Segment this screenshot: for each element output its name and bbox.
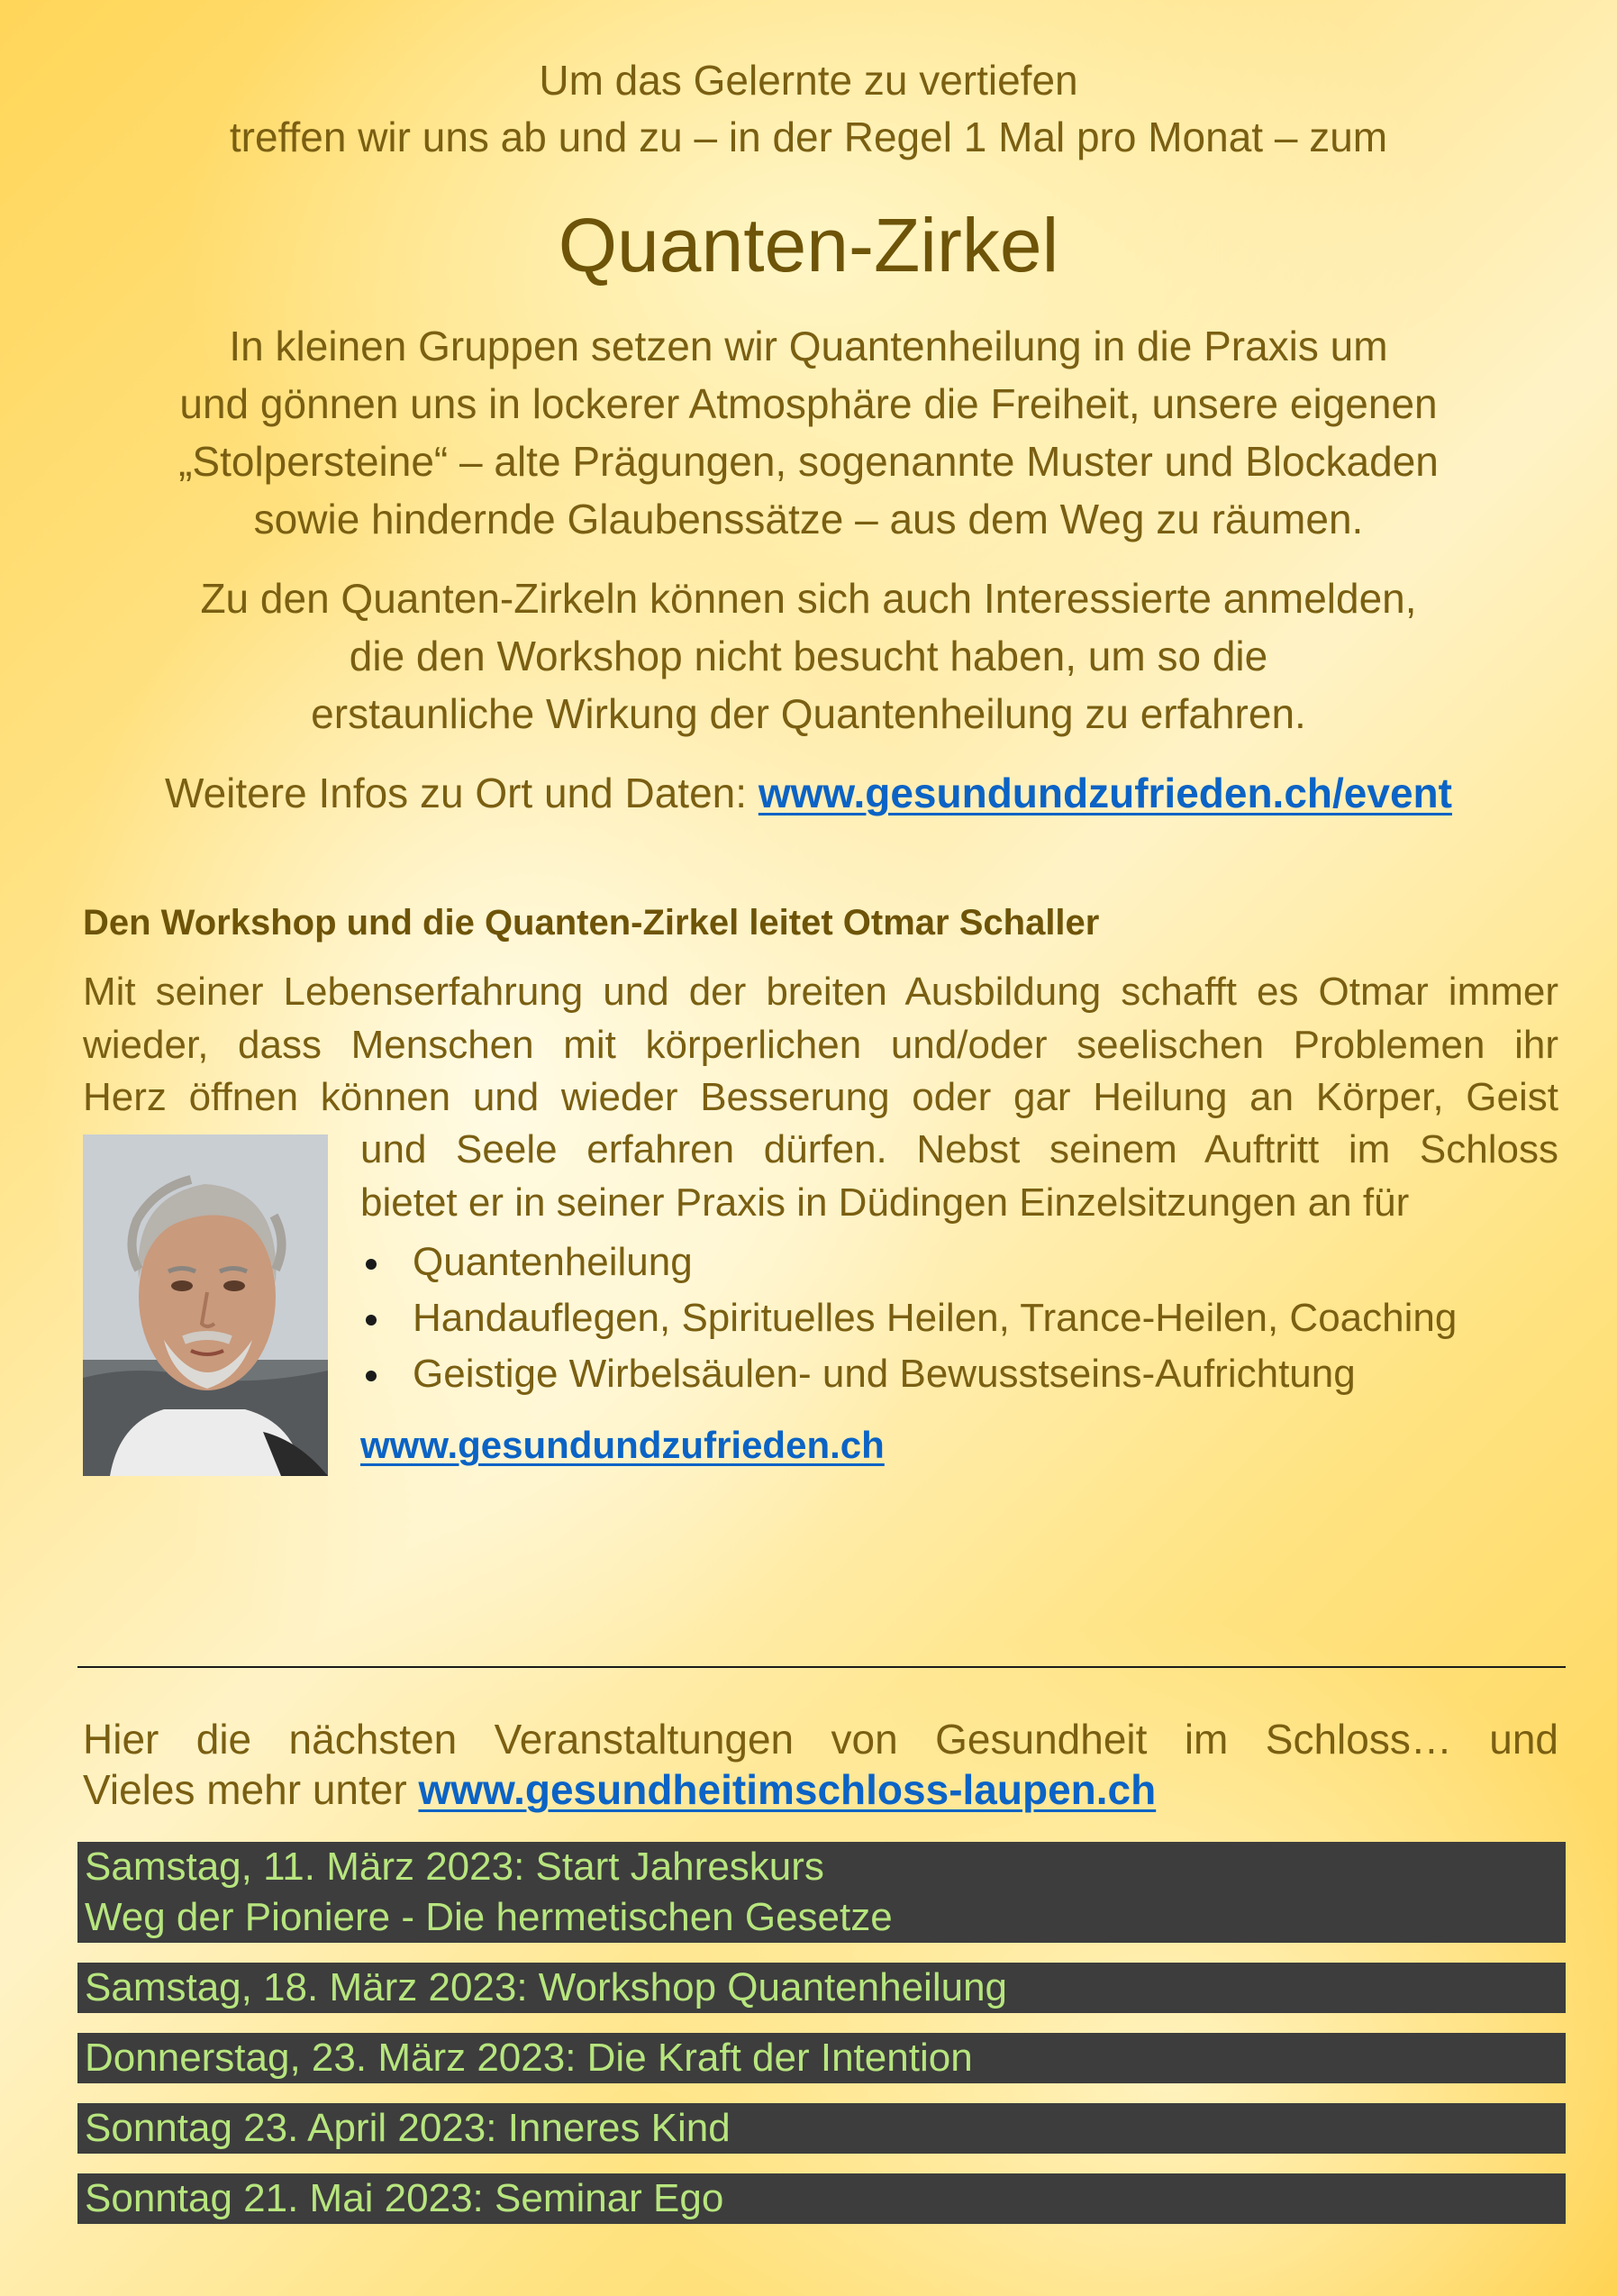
schloss-link[interactable]: www.gesundheitimschloss-laupen.ch — [418, 1766, 1157, 1813]
paragraph-line: erstaunliche Wirkung der Quantenheilung zu erfahren. — [311, 690, 1306, 737]
event-title: Samstag, 18. März 2023: Workshop Quantenheilung — [85, 1965, 1008, 2009]
event-title: Donnerstag, 23. März 2023: Die Kraft der Intention — [85, 2036, 973, 2080]
paragraph-line: sowie hindernde Glaubenssätze – aus dem Weg zu räumen. — [253, 496, 1364, 542]
list-item: Handauflegen, Spirituelles Heilen, Trance-Heilen, Coaching — [360, 1290, 1558, 1346]
events-intro-text: Vieles mehr unter — [83, 1766, 419, 1813]
event-title: Samstag, 11. März 2023: Start Jahreskurs — [85, 1845, 824, 1889]
event-title: Sonntag 21. Mai 2023: Seminar Ego — [85, 2176, 724, 2220]
description-paragraph — [0, 317, 1617, 548]
leader-photo — [83, 1134, 328, 1476]
events-intro — [83, 1714, 1558, 1815]
bio-line: bietet er in seiner Praxis in Düdingen Einzelsitzungen an für — [360, 1180, 1410, 1225]
intro-line-2: treffen wir uns ab und zu – in der Regel 1 Mal pro Monat – zum — [229, 114, 1388, 160]
leader-bio — [83, 966, 1558, 1125]
event-item — [77, 2033, 1566, 2083]
event-item — [77, 2173, 1566, 2224]
portrait-image — [83, 1134, 328, 1476]
info-text: Weitere Infos zu Ort und Daten: — [165, 770, 759, 816]
divider — [77, 1666, 1566, 1668]
events-list — [77, 1842, 1566, 2244]
paragraph-line: und gönnen uns in lockerer Atmosphäre die Freiheit, unsere eigenen — [179, 380, 1438, 427]
event-subtitle: Weg der Pioniere - Die hermetischen Gesetze — [85, 1895, 893, 1939]
services-list — [360, 1235, 1558, 1402]
intro-line-1: Um das Gelernte zu vertiefen — [539, 57, 1078, 104]
event-item — [77, 1963, 1566, 2013]
leader-heading: Den Workshop und die Quanten-Zirkel leitet Otmar Schaller — [83, 903, 1100, 943]
list-item: Geistige Wirbelsäulen- und Bewusstseins-Aufrichtung — [360, 1346, 1558, 1402]
invitation-paragraph — [0, 569, 1617, 743]
website-line — [360, 1418, 885, 1472]
event-title: Sonntag 23. April 2023: Inneres Kind — [85, 2106, 731, 2150]
info-line — [0, 764, 1617, 822]
bio-line: wieder, dass Menschen mit körperlichen und/oder seelischen Problemen ihr — [83, 1022, 1558, 1067]
paragraph-line: In kleinen Gruppen setzen wir Quantenheilung in die Praxis um — [229, 323, 1388, 369]
paragraph-line: „Stolpersteine“ – alte Prägungen, sogenannte Muster und Blockaden — [178, 438, 1439, 485]
events-intro-line: Hier die nächsten Veranstaltungen von Gesundheit im Schloss… und — [83, 1716, 1558, 1763]
bio-line: Mit seiner Lebenserfahrung und der breiten Ausbildung schafft es Otmar immer — [83, 970, 1558, 1014]
paragraph-line: die den Workshop nicht besucht haben, um so die — [349, 633, 1268, 679]
event-item — [77, 1842, 1566, 1943]
bio-line: Herz öffnen können und wieder Besserung oder gar Heilung an Körper, Geist — [83, 1075, 1558, 1119]
bio-line: und Seele erfahren dürfen. Nebst seinem Auftritt im Schloss — [360, 1127, 1558, 1171]
list-item: Quantenheilung — [360, 1235, 1558, 1290]
intro-text — [0, 52, 1617, 166]
paragraph-line: Zu den Quanten-Zirkeln können sich auch Interessierte anmelden, — [200, 575, 1417, 622]
event-link[interactable]: www.gesundundzufrieden.ch/event — [758, 770, 1452, 816]
event-item — [77, 2103, 1566, 2154]
page-title: Quanten-Zirkel — [558, 203, 1059, 287]
website-link[interactable]: www.gesundundzufrieden.ch — [360, 1424, 885, 1466]
leader-bio-continued — [360, 1124, 1558, 1229]
